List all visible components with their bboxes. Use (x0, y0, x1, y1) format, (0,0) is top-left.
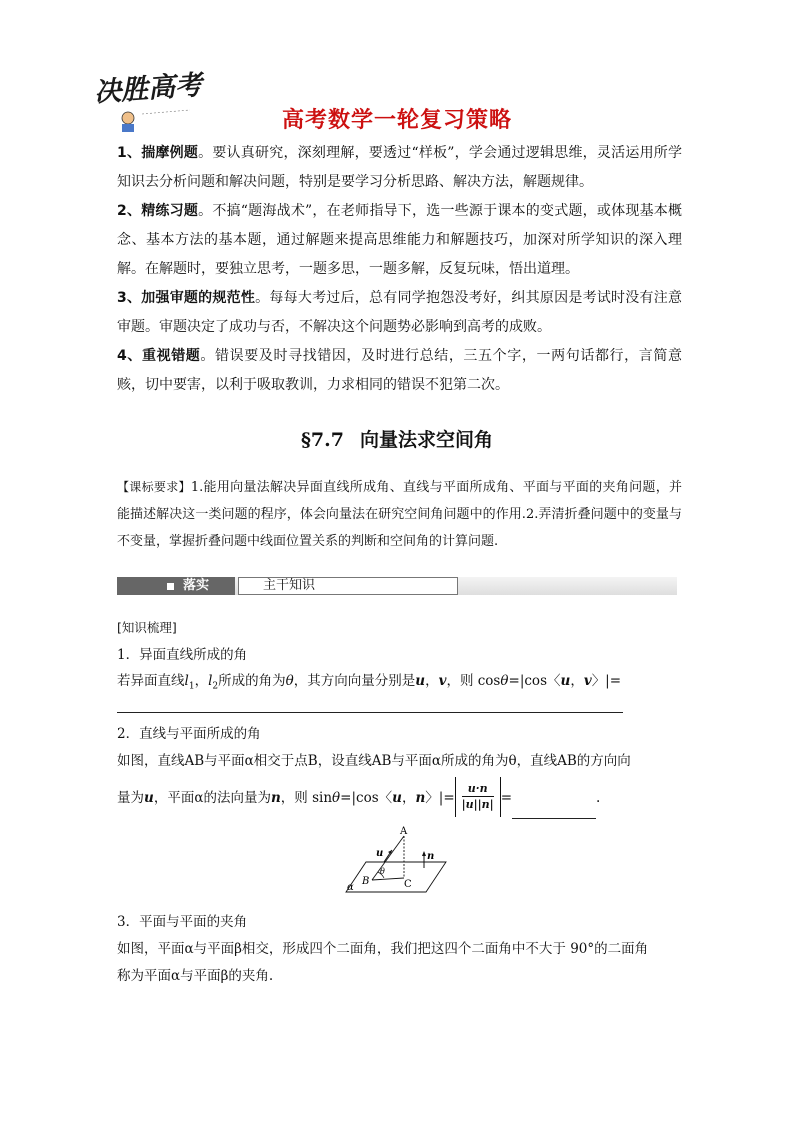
answer-blank-2 (512, 804, 596, 819)
item1-text: 若异面直线$l_1$，$l_2$所成的角为θ，其方向向量分别是u，v，则 cosθ=|cos〈u，v〉|= (117, 673, 622, 692)
svg-text:A: A (400, 826, 408, 837)
item3-text-line2: 称为平面α与平面β的夹角. (117, 968, 274, 984)
svg-text:B: B (362, 876, 370, 887)
logo-text: 决胜高考 (93, 69, 204, 109)
line-plane-angle-figure (340, 822, 450, 896)
curriculum-requirements: 【课标要求】1.能用向量法解决异面直线所成角、直线与平面所成角、平面与平面的夹角问题，并能描述解决这一类问题的程序，体会向量法在研究空间角问题中的作用.2.弄清折叠问题中的变量与不变量，掌握折叠问题中线面位置关系的判断和空间角的计算问题. (117, 480, 682, 549)
knowledge-heading: [知识梳理] (117, 620, 177, 635)
strategy-3: 3、加强审题的规范性。每每大考过后，总有同学抱怨没考好，纠其原因是考试时没有注意审题。审题决定了成功与否，不解决这个问题势必影响到高考的成败。 (117, 290, 683, 335)
main-title: 高考数学一轮复习策略 (281, 108, 512, 133)
item2-title: 2．直线与平面所成的角 (117, 726, 261, 742)
strategy-4: 4、重视错题。错误要及时寻找错因，及时进行总结，三五个字，一两句话都行，言简意赅，切中要害，以利于吸取教训，力求相同的错误不犯第二次。 (117, 348, 682, 393)
svg-text:α: α (347, 882, 354, 893)
svg-text:u: u (376, 848, 384, 859)
item3-title: 3．平面与平面的夹角 (117, 914, 248, 930)
banner-box-label: 主干知识 (263, 578, 316, 593)
banner-dark-label: 落实 (183, 578, 210, 593)
item2-text-line1: 如图，直线AB与平面α相交于点B，设直线AB与平面α所成的角为θ，直线AB的方向向 (117, 753, 631, 769)
strategy-1: 1、揣摩例题。要认真研究，深刻理解，要透过“样板”，学会通过逻辑思维，灵活运用所学知识去分析问题和解决问题，特别是要学习分析思路、解决方法，解题规律。 (117, 145, 683, 190)
item1-title: 1．异面直线所成的角 (117, 647, 248, 663)
item2-text-line2: 量为u，平面α的法向量为n，则 sinθ=|cos〈u，n〉|= $\frac{u\cdot n}{|u||n|}$ = . (117, 778, 682, 819)
svg-text:n: n (427, 851, 435, 862)
strategy-2: 2、精练习题。不搞“题海战术”，在老师指导下，选一些源于课本的变式题，或体现基本概念、基本方法的基本题，通过解题来提高思维能力和解题技巧，加深对所学知识的深入理解。在解题时，要独立思考，一题多思，一题多解，反复玩味，悟出道理。 (117, 203, 683, 277)
answer-blank-1 (117, 712, 623, 713)
item3-text-line1: 如图，平面α与平面β相交，形成四个二面角，我们把这四个二面角中不大于 90°的二面角 (117, 941, 649, 957)
svg-text:θ: θ (380, 867, 385, 876)
svg-text:C: C (404, 879, 412, 890)
abs-fraction: $\frac{u\cdot n}{|u||n|}$ (455, 777, 501, 817)
section-banner (117, 576, 677, 596)
section-title: §7.7 向量法求空间角 (300, 429, 493, 451)
